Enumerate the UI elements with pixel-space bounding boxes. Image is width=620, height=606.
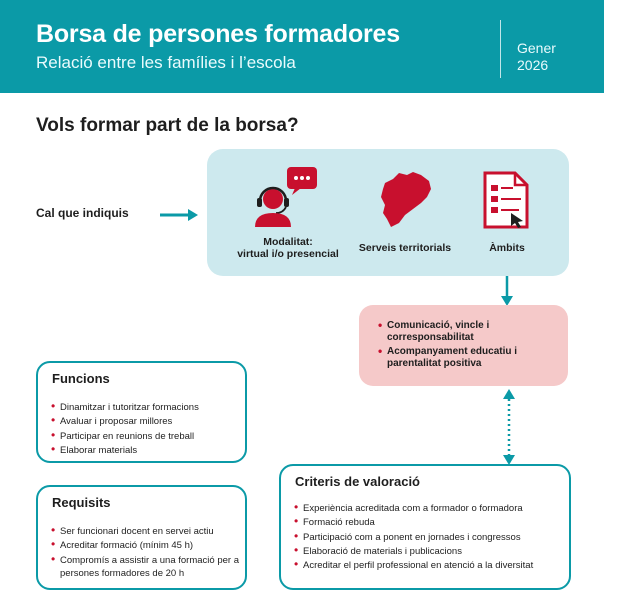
- list-item: • Dinamitzar i tutoritzar formacions: [60, 401, 199, 414]
- page-title: Borsa de persones formadores: [36, 20, 400, 48]
- arrow-down-icon: [500, 276, 514, 308]
- list-item: • Avaluar i proposar millores: [60, 415, 199, 428]
- ambit-item: • Acompanyament educatiu i parentalitat positiva: [387, 346, 558, 370]
- funcions-list: [60, 401, 199, 458]
- list-item: • Elaborar materials: [60, 444, 199, 457]
- item-ambits-label: Àmbits: [489, 242, 525, 254]
- page-subtitle: Relació entre les famílies i l’escola: [36, 53, 296, 72]
- date-label: [517, 40, 556, 74]
- list-item: • Ser funcionari docent en servei actiu: [60, 525, 240, 538]
- headset-person-chat-icon: [251, 165, 323, 227]
- ambit-item: • Comunicació, vincle i corresponsabilitat: [387, 320, 558, 344]
- criteris-card: [279, 464, 571, 590]
- funcions-title: Funcions: [52, 371, 110, 386]
- funcions-card: [36, 361, 247, 463]
- catalonia-map-icon: [377, 169, 433, 229]
- header-banner: [0, 0, 604, 93]
- item-modalitat-line2: virtual i/o presencial: [237, 248, 339, 260]
- requisits-list: [60, 525, 240, 581]
- item-ambits: [477, 242, 537, 254]
- item-serveis-territorials: [349, 242, 461, 254]
- ambits-list: [359, 305, 568, 370]
- list-item: • Formació rebuda: [303, 516, 558, 529]
- date-year: 2026: [517, 57, 549, 73]
- dotted-double-arrow-icon: [501, 389, 517, 467]
- section-question: Vols formar part de la borsa?: [36, 115, 299, 136]
- list-item: • Elaboració de materials i publicacions: [303, 545, 558, 558]
- criteris-title: Criteris de valoració: [295, 474, 420, 489]
- document-pointer-icon: [483, 171, 533, 229]
- list-item: • Acreditar el perfil professional en atenció a la diversitat: [303, 559, 558, 572]
- date-month: Gener: [517, 40, 556, 56]
- item-modalitat-line1: Modalitat:: [263, 236, 313, 248]
- criteris-list: [303, 502, 558, 573]
- requisits-card: [36, 485, 247, 590]
- requisits-title: Requisits: [52, 495, 111, 510]
- ambits-box: [359, 305, 568, 386]
- arrow-right-icon: [160, 208, 200, 222]
- list-item: • Compromís a assistir a una formació per a persones formadores de 20 h: [60, 554, 240, 580]
- header-divider: [500, 20, 501, 78]
- requirements-box: [207, 149, 569, 276]
- list-item: • Experiència acreditada com a formador o formadora: [303, 502, 558, 515]
- item-modalitat: [222, 236, 354, 260]
- list-item: • Acreditar formació (mínim 45 h): [60, 539, 240, 552]
- item-serveis-label: Serveis territorials: [358, 242, 452, 254]
- list-item: • Participació com a ponent en jornades i congressos: [303, 531, 558, 544]
- prompt-label: Cal que indiquis: [36, 206, 129, 220]
- list-item: • Participar en reunions de treball: [60, 430, 199, 443]
